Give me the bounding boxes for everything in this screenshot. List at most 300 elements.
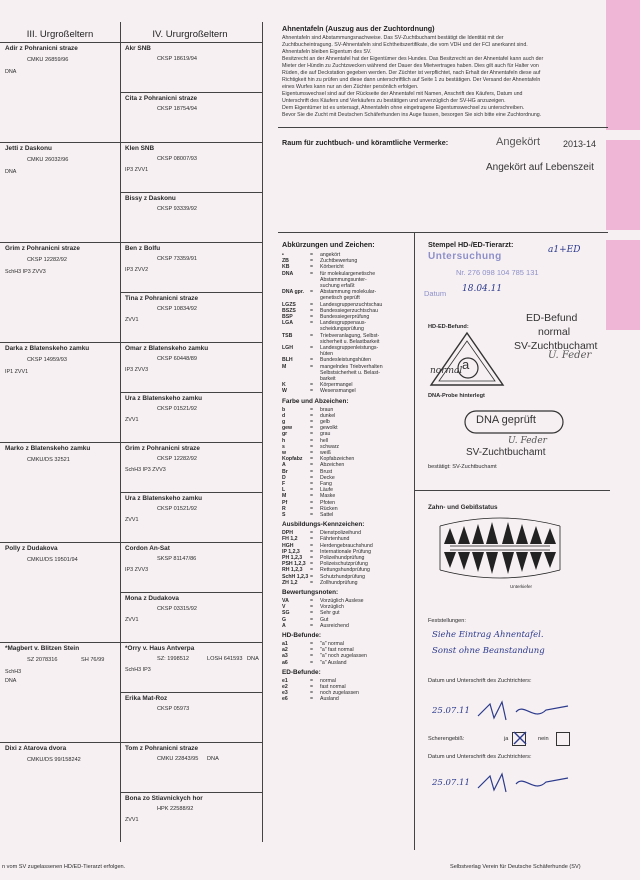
abbreviation-value: sicherheit u. Belastbarkeit (320, 338, 380, 345)
equals-sign: = (310, 555, 314, 561)
abbreviation-key: Pf (282, 499, 288, 506)
registration-number-2: DNA (207, 756, 219, 762)
unterkiefer-label: Unterkiefer (510, 584, 533, 589)
abbreviation-key: W (282, 388, 287, 395)
pedigree-cell-iii (5, 545, 117, 641)
pedigree-cell-iv (125, 795, 260, 841)
registration-number: CKSP 01521/92 (157, 506, 198, 512)
abbreviation-key: a1 (282, 641, 288, 647)
abbreviation-key: BSZS (282, 307, 296, 314)
abbreviation-value: Schutzhundprüfung (320, 573, 365, 580)
abbreviation-key: LGH (282, 345, 293, 351)
abbreviation-key: DPH (282, 530, 293, 537)
abbreviation-value: Abstammung molekular- (320, 289, 377, 296)
equals-sign: = (310, 579, 314, 586)
dog-titles: ZVV1 (125, 517, 139, 523)
row-divider-iii (0, 142, 262, 143)
equals-sign: = (310, 677, 314, 684)
abbreviation-key: A (282, 622, 286, 629)
abbreviation-key: SG (282, 610, 290, 617)
ahnentafeln-line: Eigentumswechsel sind auf der Rückseite der Ahnentafel mit Namen, Anschrift des Käufers, Datum und (282, 91, 523, 97)
row-divider-iv (121, 292, 262, 293)
signature-2: U. Feder (508, 436, 547, 446)
column-divider (120, 22, 121, 842)
pedigree-cell-iv (125, 495, 260, 541)
pedigree-cell-iii (5, 245, 117, 341)
dog-name: Adir z Pohranicni straze (5, 45, 78, 52)
abbreviation-value: für molekulargenetische (320, 270, 376, 277)
sv-zuchtbuchamt-2: SV-Zuchtbuchamt (466, 447, 546, 458)
abbreviation-value: Polizeischutzprüfung (320, 561, 368, 568)
abbreviation-value: Abzeichen (320, 462, 345, 469)
equals-sign: = (310, 462, 314, 469)
pedigree-cell-iv (125, 95, 260, 141)
untersuchung-stamp: Untersuchung (428, 251, 502, 262)
abbreviation-key: d (282, 412, 286, 419)
abbreviation-value: Fang (320, 481, 332, 487)
abbreviation-key: • (282, 252, 284, 258)
registration-number: CKSP 18619/94 (157, 56, 198, 62)
abbreviation-key: b (282, 406, 286, 413)
signature-normal: normal (430, 366, 463, 376)
ja-label: ja (504, 736, 509, 742)
equals-sign: = (310, 270, 314, 277)
dog-name: Bona zo Stiavnickych hor (125, 795, 203, 802)
abbreviation-key: e6 (282, 696, 288, 703)
abbreviation-section-title: HD-Befunde: (282, 632, 322, 639)
abbreviation-value: angekört (320, 252, 341, 258)
abbreviation-key: IP 1,2,3 (282, 548, 300, 555)
registration-number: CKSP 14959/93 (27, 357, 68, 363)
equals-sign: = (310, 301, 314, 308)
pedigree-cell-iv (125, 745, 260, 791)
pedigree-cell-iii (5, 645, 117, 741)
equals-sign: = (310, 289, 314, 296)
dog-titles: SchH3 (5, 669, 22, 675)
equals-sign: = (310, 542, 314, 549)
dog-name: Ura z Blatenskeho zamku (125, 395, 203, 402)
equals-sign: = (310, 616, 314, 623)
row-divider-iii (0, 442, 262, 443)
nein-checkbox[interactable] (556, 732, 570, 746)
signature-judge-2 (476, 772, 576, 796)
abbreviation-key: R (282, 505, 286, 512)
equals-sign: = (310, 622, 314, 629)
dog-titles: ZVV1 (125, 817, 139, 823)
abbreviation-value: Körbericht (320, 264, 344, 271)
dog-name: Tom z Pohranicni straze (125, 745, 199, 752)
dog-name: Klen SNB (125, 145, 155, 152)
row-divider-iv (121, 592, 262, 593)
abbreviation-key: RH 1,2,3 (282, 567, 303, 574)
pedigree-cell-iv (125, 145, 260, 191)
ahnentafeln-line: Unterschrift des Käufers und Verkäufers zu bestätigen und unverzüglich der SV-HG anzuzeigen. (282, 98, 506, 104)
dog-titles: SchH3 IP3 ZVV3 (5, 269, 46, 275)
ahnentafeln-line: Ahnentafeln sind Abstammungsnachweise. Das SV-Zuchtbuchamt bestätigt die Identität mit der (282, 35, 504, 41)
abbreviation-key: F (282, 481, 286, 487)
equals-sign: = (310, 481, 314, 487)
dog-name: Darka z Blatenskeho zamku (5, 345, 90, 352)
abbreviation-key: TSB (282, 332, 293, 339)
dog-name: Mona z Dudakova (125, 595, 179, 602)
pedigree-cell-iv (125, 545, 260, 591)
equals-sign: = (310, 258, 314, 265)
abbreviation-key: a2 (282, 647, 288, 654)
abbreviation-value: "a" normal (320, 641, 344, 647)
equals-sign: = (310, 696, 314, 703)
equals-sign: = (310, 345, 314, 351)
abbreviation-value: Rücken (320, 505, 338, 512)
pedigree-cell-iii (5, 45, 117, 141)
registration-number: CKSP 08007/93 (157, 156, 198, 162)
abbreviation-key: e2 (282, 684, 288, 690)
abbreviation-value: noch zugelassen (320, 690, 359, 697)
registration-number: CKSP 03315/92 (157, 606, 198, 612)
registration-number-2: LOSH 641593 (207, 656, 243, 662)
signature-1: U. Feder (548, 350, 592, 361)
equals-sign: = (310, 536, 314, 543)
pedigree-cell-iii (5, 345, 117, 441)
abbreviation-key: a6 (282, 659, 288, 666)
equals-sign: = (310, 419, 314, 425)
registration-number: CMKU 26032/96 (27, 157, 69, 163)
ed-befund-text: ED-Befund (526, 312, 578, 324)
row-divider-iii (0, 242, 262, 243)
dog-titles: IP3 ZVV1 (125, 167, 149, 173)
registration-number: HPK 22588/92 (157, 806, 194, 812)
abbreviation-value: suchung erfaßt (320, 283, 355, 289)
abbreviation-value: Kopfabzeichen (320, 456, 355, 463)
abbreviation-value: "a" Ausland (320, 659, 347, 666)
abbreviation-key: DNA gpr. (282, 289, 304, 296)
abbreviation-value: Vorzüglich (320, 604, 344, 611)
abbreviation-key: BSP (282, 314, 293, 320)
datum-label: Datum (424, 289, 447, 298)
pedigree-cell-iii (5, 145, 117, 241)
equals-sign: = (310, 641, 314, 647)
abk-title: Abkürzungen und Zeichen: (282, 240, 375, 249)
pink-margin-band-3 (606, 240, 640, 330)
equals-sign: = (310, 332, 314, 339)
equals-sign: = (310, 307, 314, 314)
registration-number: CMKU 22843/95 (157, 756, 199, 762)
signature-judge-1 (476, 700, 576, 724)
datum-1-hand: 25.07.11 (432, 706, 470, 716)
abbreviation-key: S (282, 512, 286, 518)
abbreviation-value: Wesensmangel (320, 388, 356, 395)
abbreviation-key: DNA (282, 270, 294, 277)
registration-number: SZ 2078316 (27, 657, 58, 663)
registration-number: CKSP 05973 (157, 706, 190, 712)
equals-sign: = (310, 610, 314, 617)
dog-titles: ZVV1 (125, 617, 139, 623)
footer-right: Selbstverlag Verein für Deutsche Schäferhunde (SV) (450, 864, 581, 870)
abbreviation-key: M (282, 493, 287, 500)
equals-sign: = (310, 493, 314, 500)
footer-left: n vom SV zugelassenen HD/ED-Tierarzt erfolgen. (2, 864, 126, 870)
equals-sign: = (310, 388, 314, 395)
datum-unterschrift-2: Datum und Unterschrift des Zuchtrichters: (428, 754, 532, 760)
abbreviation-value: Landesgruppenzuchtschau (320, 301, 383, 308)
equals-sign: = (310, 443, 314, 450)
abbreviation-section-title: Ausbildungs-Kennzeichen: (282, 521, 365, 529)
equals-sign: = (310, 456, 314, 463)
equals-sign: = (310, 573, 314, 580)
abbreviation-value: Sehr gut (320, 610, 340, 617)
registration-number: CKSP 73359/91 (157, 256, 198, 262)
ja-check-mark (512, 730, 528, 746)
raum-title: Raum für zuchtbuch- und köramtliche Vermerke: (282, 138, 449, 147)
equals-sign: = (310, 425, 314, 432)
sv-zuchtbuchamt-1: SV-Zuchtbuchamt (514, 340, 598, 352)
abbreviation-key: e1 (282, 677, 288, 684)
feststellungen-label: Feststellungen: (428, 618, 466, 624)
dog-name: Jetti z Daskonu (5, 145, 52, 152)
ahnentafeln-title: Ahnentafeln (Auszug aus der Zuchtordnung) (282, 24, 435, 33)
abbreviation-key: D (282, 474, 286, 481)
abbreviation-value: Brust (320, 468, 333, 475)
dog-titles: IP3 ZVV2 (125, 267, 149, 273)
registration-number: CKSP 01521/92 (157, 406, 198, 412)
registration-number: CKSP 10834/92 (157, 306, 198, 312)
dog-name: Tina z Pohranicni straze (125, 295, 199, 302)
divider-zahn (414, 490, 610, 491)
abbreviation-key: e3 (282, 690, 288, 697)
abbreviation-value: Ausland (320, 696, 339, 703)
angekoert-year: 2013-14 (563, 139, 597, 149)
abbreviation-key: Kopfabz (282, 456, 303, 463)
dog-titles: SchH3 IP3 ZVV3 (125, 467, 166, 473)
equals-sign: = (310, 363, 314, 370)
dog-titles: IP3 ZVV3 (125, 367, 149, 373)
abbreviation-value: Maske (320, 493, 336, 500)
equals-sign: = (310, 505, 314, 512)
abbreviation-value: Selbstsicherheit u. Belast- (320, 369, 380, 376)
dna-confirm: bestätigt: SV-Zuchtbuchamt (428, 464, 497, 470)
dog-name: Grim z Pohranicni straze (125, 445, 200, 452)
equals-sign: = (310, 530, 314, 537)
pedigree-cell-iv (125, 295, 260, 341)
abbreviation-value: grau (320, 431, 331, 438)
abbreviation-value: Abstammungsunter- (320, 276, 367, 283)
column-divider-right (414, 232, 415, 850)
abbreviation-value: Landesgruppenaus- (320, 320, 367, 327)
equals-sign: = (310, 647, 314, 654)
row-divider-iv (121, 492, 262, 493)
dna-probe-label: DNA-Probe hinterlegt (428, 393, 485, 399)
equals-sign: = (310, 314, 314, 320)
abbreviation-key: V (282, 604, 286, 611)
nein-label: nein (538, 736, 549, 742)
dog-titles: ZVV1 (125, 317, 139, 323)
dog-name: Cita z Pohranicni straze (125, 95, 198, 102)
equals-sign: = (310, 690, 314, 697)
abbreviation-value: Gut (320, 616, 329, 623)
abbreviation-key: gr (282, 431, 288, 438)
abbreviation-key: HGH (282, 542, 294, 549)
feststellungen-hand-2: Sonst ohne Beanstandung (432, 646, 545, 656)
equals-sign: = (310, 382, 314, 389)
abbreviation-value: normal (320, 677, 336, 684)
abbreviation-value: Rettungshundprüfung (320, 567, 370, 574)
registration-number: CMKU/DS 99/158242 (27, 757, 81, 763)
abbreviation-value: hell (320, 437, 329, 444)
nr-stamp: Nr. 276 098 104 785 131 (456, 268, 539, 277)
dog-titles: ZVV1 (125, 417, 139, 423)
abbreviation-value: Herdengebrauchshund (320, 542, 373, 549)
pedigree-cell-iv (125, 45, 260, 91)
abbreviation-value: scheidungsprüfung (320, 326, 364, 333)
registration-number: CKSP 93339/92 (157, 206, 198, 212)
abbreviation-value: "a" noch zugelassen (320, 653, 367, 660)
dog-titles: DNA (5, 69, 17, 75)
angekoert-lebenszeit: Angekört auf Lebenszeit (486, 162, 594, 173)
column-header-iv: IV. Ururgroßeltern (152, 29, 228, 40)
dog-name: Polly z Dudakova (5, 545, 58, 552)
abbreviation-key: ZH 1,2 (282, 579, 298, 586)
pedigree-cell-iv (125, 395, 260, 441)
ahnentafeln-line: Richtigkeit hin zu prüfen und diese dann unterschriftlich auf Seite 1 zu bestätigen. Der Versand der Ahnentafeln (282, 77, 541, 83)
pink-margin-band-2 (606, 140, 640, 230)
dog-name: Ura z Blatenskeho zamku (125, 495, 203, 502)
abbreviation-section-title: Farbe und Abzeichen: (282, 397, 349, 405)
abbreviation-key: KB (282, 264, 290, 271)
angekoert-stamp: Angekört (496, 136, 541, 148)
registration-number-3: DNA (247, 656, 259, 662)
abbreviation-value: Bundesleistungshüten (320, 357, 372, 364)
dog-name: Dixi z Atarova dvora (5, 745, 67, 752)
equals-sign: = (310, 604, 314, 611)
abbreviation-value: Sattel (320, 512, 334, 518)
abbreviation-value: Pfoten (320, 499, 335, 506)
equals-sign: = (310, 468, 314, 475)
equals-sign: = (310, 487, 314, 494)
equals-sign: = (310, 474, 314, 481)
ed-befund-normal: normal (538, 326, 571, 338)
dog-name: Omar z Blatenskeho zamku (125, 345, 209, 352)
header-rule (0, 42, 262, 43)
row-divider-iv (121, 792, 262, 793)
abbreviation-value: "a" fast normal (320, 647, 354, 654)
pedigree-cell-iv (125, 445, 260, 491)
pedigree-cell-iv (125, 695, 260, 741)
equals-sign: = (310, 512, 314, 518)
row-divider-iii (0, 342, 262, 343)
dog-titles: IP1 ZVV1 (5, 369, 29, 375)
abbreviation-value: Vorzüglich Auslese (320, 598, 364, 604)
abbreviation-value: Läufe (320, 487, 333, 494)
ahnentafeln-line: Ahnentafeln bleiben Eigentum des SV. (282, 49, 372, 55)
datum-hand: 18.04.11 (462, 284, 503, 294)
abbreviation-value: Polizeihundprüfung (320, 555, 365, 561)
datum-2-hand: 25.07.11 (432, 778, 470, 788)
equals-sign: = (310, 499, 314, 506)
abbreviation-value: Internationale Prüfung (320, 548, 372, 555)
pink-margin-band-1 (606, 0, 640, 130)
pedigree-cell-iv (125, 345, 260, 391)
abbreviation-key: BLH (282, 357, 293, 364)
dog-titles: IP3 ZVV3 (125, 567, 149, 573)
abbreviation-key: PSH 1,2,3 (282, 561, 306, 568)
abbreviation-value: mangelndes Triebverhalten (320, 363, 383, 370)
hd-befund-a: a (462, 357, 470, 372)
abbreviation-key: a3 (282, 653, 288, 660)
pedigree-cell-iv (125, 245, 260, 291)
pedigree-cell-iii (5, 745, 117, 841)
equals-sign: = (310, 320, 314, 327)
pedigree-cell-iv (125, 595, 260, 641)
scheren-label: Scherengebiß: (428, 736, 465, 742)
abbreviation-value: genetisch geprüft (320, 295, 360, 302)
dog-name: *Orry v. Haus Antverpa (125, 645, 195, 652)
abbreviation-value: Körpermangel (320, 382, 353, 389)
abbreviation-value: schwarz (320, 443, 340, 450)
abbreviation-value: dunkel (320, 412, 336, 419)
ahnentafeln-line: Zuchtbucheintragung. SV-Ahnentafeln sind Echtheitszertifikate, die vom VDH und der FCI anerkannt sind. (282, 42, 528, 48)
hd-ed-befund-label: HD-ED-Befund: (428, 324, 469, 330)
dog-titles: DNA (5, 169, 17, 175)
equals-sign: = (310, 561, 314, 568)
registration-number: CMKU/DS 32521 (27, 457, 70, 463)
abbreviation-key: s (282, 443, 285, 450)
abbreviation-value: Zollhundprüfung (320, 579, 358, 586)
divider-abk (278, 232, 608, 233)
abbreviation-value: Landesgruppenleistungs- (320, 345, 379, 351)
abbreviation-key: ZB (282, 258, 289, 265)
teeth-diagram (430, 516, 570, 580)
abbreviation-key: K (282, 382, 286, 389)
abbreviation-value: gelb (320, 419, 330, 425)
ahnentafeln-line: Rüden, die auf Deckstation gegeben werden. Der Züchter ist verpflichtet, nach Erhalt der Ahnentafeln diese auf (282, 70, 541, 76)
row-divider-iii (0, 742, 262, 743)
registration-number: CKSP 60448/89 (157, 356, 198, 362)
equals-sign: = (310, 437, 314, 444)
ahnentafeln-line: Mieter der Hündin zu Zuchtzwecken während der Dauer des Mietvertrages haben. Dies gilt auch für Halter von (282, 63, 539, 69)
equals-sign: = (310, 653, 314, 660)
zahn-title: Zahn- und Gebißstatus (428, 504, 498, 511)
abbreviation-value: gewolkt (320, 425, 338, 432)
abbreviation-value: Bundessiegerzuchtschau (320, 307, 378, 314)
abbreviation-value: Bundessiegerprüfung (320, 314, 370, 320)
abbreviation-value: Fährtenhund (320, 536, 350, 543)
abbreviation-key: w (282, 450, 287, 456)
dog-name: Bissy z Daskonu (125, 195, 176, 202)
datum-unterschrift-1: Datum und Unterschrift des Zuchtrichters: (428, 678, 532, 684)
registration-number: CMKU/DS 19501/94 (27, 557, 78, 563)
equals-sign: = (310, 357, 314, 364)
abbreviation-key: M (282, 363, 287, 370)
abbreviation-key: VA (282, 598, 289, 604)
abbreviation-key: A (282, 462, 286, 469)
row-divider-iv (121, 692, 262, 693)
abbreviation-key: h (282, 437, 286, 444)
dog-name: *Magbert v. Blitzen Stein (5, 645, 80, 652)
dna-gepruft-stamp: DNA geprüft (476, 414, 536, 426)
dog-titles-2: DNA (5, 678, 17, 684)
dog-name: Ben z Bolfu (125, 245, 161, 252)
dog-name: Marko z Blatenskeho zamku (5, 445, 91, 452)
equals-sign: = (310, 431, 314, 438)
abbreviation-key: gew (282, 425, 293, 432)
abbreviation-section-title: Bewertungsnoten: (282, 589, 339, 596)
abbreviation-key: g (282, 419, 286, 425)
abbreviation-value: Zuchtbewertung (320, 258, 358, 265)
pedigree-cell-iii (5, 445, 117, 541)
pedigree-cell-iv (125, 645, 260, 691)
equals-sign: = (310, 598, 314, 604)
row-divider-iv (121, 392, 262, 393)
abbreviation-value: Dienstpolizeihund (320, 530, 361, 537)
